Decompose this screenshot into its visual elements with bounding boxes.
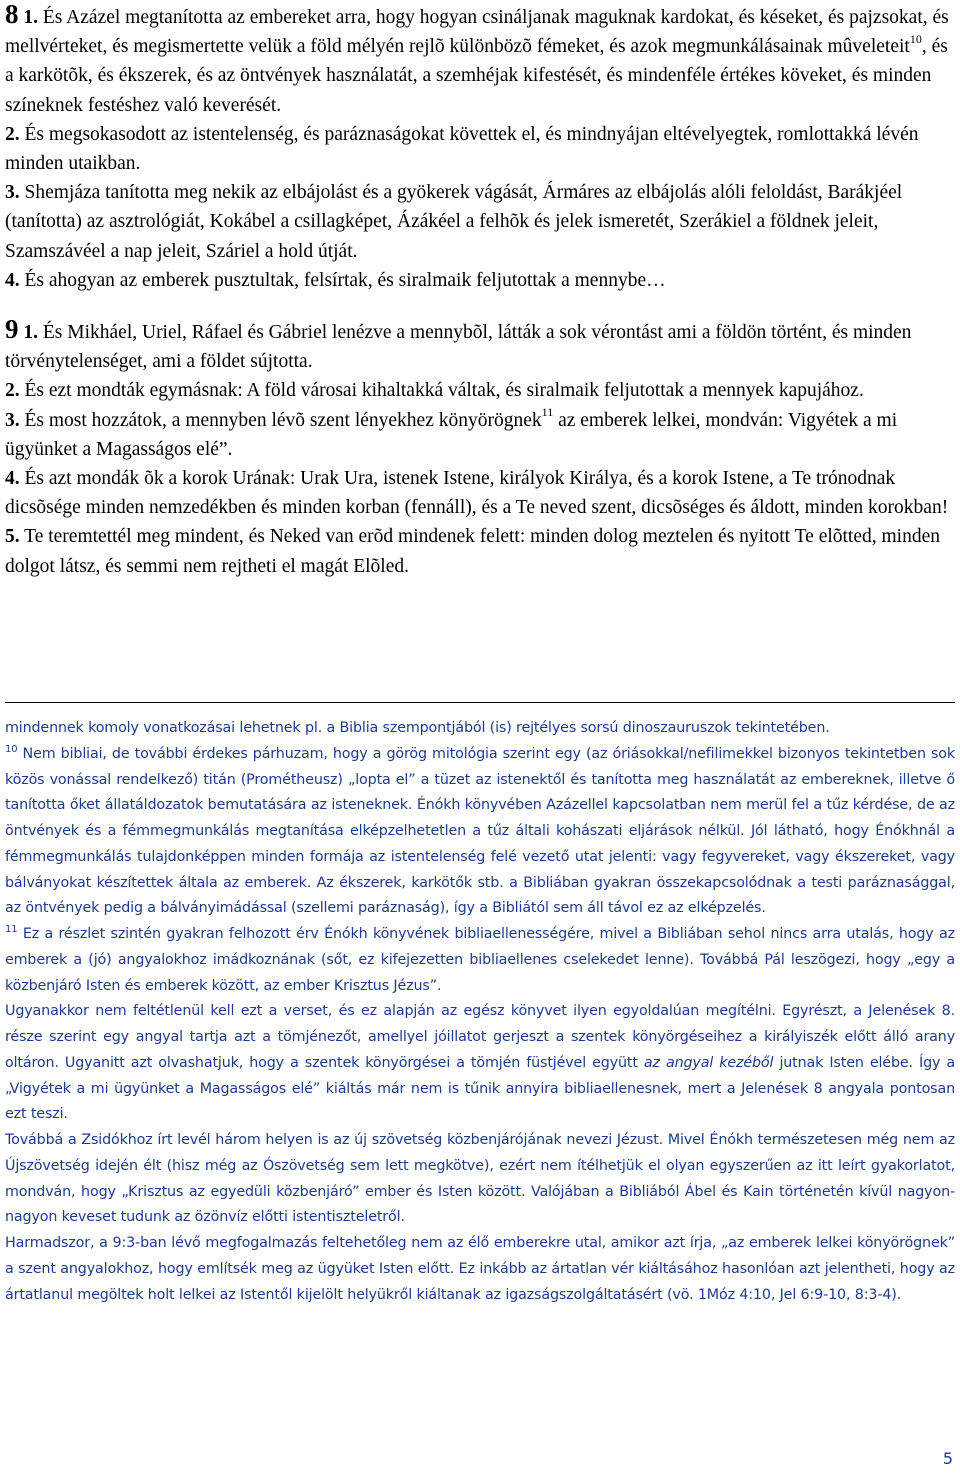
chapter-8-verse-4 (5, 266, 955, 295)
verse-number: 1. (23, 322, 38, 344)
chapter-9-verse-5 (5, 522, 955, 580)
verse-text: Te teremtettél meg mindent, és Neked van erõd mindenek felett: minden dolog meztelen és nyitott Te elõtted, minden dolgot látsz, és semmi nem rejtheti el magát Elõled. (5, 526, 940, 577)
verse-number: 2. (5, 380, 20, 402)
footnote-text: Nem bibliai, de további érdekes párhuzam, hogy a görög mitológia szerint egy (az óriásokkal/nefilimekkel bizonyos tekintetben sok közös vonással rendelkező) titán (Prométheusz) „lopta el” a tüzet az istenektől és tanította meg használatát az embereknek, illetve ő tanította őket állatáldozatok bemutatására az isteneknek. Énókh könyvében Azázellel kapcsolatban nem merül fel a tűz kérdése, de az öntvények és a fémmegmunkálás megtanítása elképzelhetetlen a tűz általi kohászati eljárások nélkül. Jól látható, hogy Énókhnál a fémmegmunkálás tulajdonképpen minden formája az istentelenség felé vezető utat jelenti: vagy fegyvereket, vagy ékszereket, vagy bálványokat készítettek általa az emberek. Az ékszerek, karkötők stb. a Bibliában gyakran összekapcsolódnak a testi paráznasággal, az öntvények pedig a bálványimádással (szellemi paráznaság), így a Bibliától sem áll távol ez az elképzelés. (5, 745, 955, 917)
chapter-number: 8 (5, 0, 19, 29)
footnote-italic: az angyal kezéből (643, 1054, 774, 1071)
footnote-number: 11 (5, 924, 18, 936)
verse-number: 2. (5, 123, 20, 145)
chapter-9-verse-1 (5, 315, 955, 376)
chapter-8-verse-1 (5, 0, 955, 120)
verse-text: És Azázel megtanította az embereket arra, hogy hogyan csináljanak maguknak kardokat, és késeket, és pajzsokat, és mellvérteket, és megismertette velük a föld mélyén rejlõ különbözõ fémeket, és azok megmunkálásainak mûveleteit (5, 7, 949, 58)
footnote-separator (5, 702, 955, 703)
footnote-11-paragraph-2 (5, 999, 955, 1128)
verse-text: És ezt mondták egymásnak: A föld városai kihaltakká váltak, és siralmaik feljutottak a mennyek kapujához. (24, 380, 864, 402)
footnotes (5, 716, 955, 1308)
verse-number: 5. (5, 526, 20, 548)
chapter-gap (5, 295, 955, 315)
chapter-9-verse-4 (5, 464, 955, 522)
verse-number: 4. (5, 468, 20, 490)
footnote-11-paragraph-4: Harmadszor, a 9:3-ban lévő megfogalmazás feltehetőleg nem az élő emberekre utal, amikor azt írja, „az emberek lelkei könyörögnek” a szent angyalokhoz, hogy említsék meg az ügyüket Isten előtt. Ez inkább az ártatlan vér kiáltásához hasonlóan azt jelentheti, hogy az ártatlanul megöltek holt lelkei az Istentől kijelölt helyükről kiáltanak az igazságszolgáltatásért (vö. 1Móz 4:10, Jel 6:9-10, 8:3-4). (5, 1235, 955, 1303)
footnote-text-cont: jutnak Isten elébe. Így a „Vigyétek a mi ügyünket a Magasságos elé” kiáltás már nem is tűnik annyira bibliaellenesnek, mert a Jelenések 8 angyala pontosan ezt teszi. (5, 1054, 955, 1123)
verse-text: És Mikháel, Uriel, Ráfael és Gábriel lenézve a mennybõl, látták a sok vérontást ami a földön történt, és minden törvénytelenséget, ami a földet sújtotta. (5, 322, 912, 373)
main-text (5, 0, 955, 581)
verse-number: 4. (5, 269, 20, 291)
footnote-ref-10[interactable]: 10 (909, 31, 922, 46)
verse-number: 3. (5, 409, 20, 431)
verse-text: És ahogyan az emberek pusztultak, felsírtak, és siralmaik feljutottak a mennybe… (24, 269, 666, 291)
verse-text: Shemjáza tanította meg nekik az elbájolást és a gyökerek vágását, Ármáres az elbájolás alóli feloldást, Barákjéel (tanította) az asztrológiát, Kokábel a csillagképet, Ázákéel a felhõk és jelek ismeretét, Szerákiel a földnek jeleit, Szamszávéel a nap jeleit, Száriel a hold útját. (5, 182, 903, 262)
verse-text: És azt mondák õk a korok Urának: Urak Ura, istenek Istene, királyok Királya, és a korok Istene, a Te trónodnak dicsõsége minden nemzedékben és minden korban (fennáll), és a Te neved szent, dicsõséges és áldott, minden korokban! (5, 468, 949, 519)
verse-text: És most hozzátok, a mennyben lévõ szent lényekhez könyörögnek (24, 409, 542, 431)
footnote-ref-11[interactable]: 11 (541, 405, 554, 420)
verse-text-cont: , és a karkötõk, és ékszerek, és az öntvények használatát, a szemhéjak kifestését, és mindenféle értékes köveket, és minden színeknek festéshez való keverését. (5, 36, 948, 116)
chapter-9-verse-3 (5, 406, 955, 464)
page-number: 5 (942, 1449, 953, 1468)
footnote-text: Ugyanakkor nem feltétlenül kell ezt a verset, és ez alapján az egész könyvet ilyen egyoldalúan megítélni. Egyrészt, a Jelenések 8. része szerint egy angyal tartja azt a tömjénezőt, amellyel jóillatot gerjeszt a szentek könyörgéseihez a királyiszék előtt álló arany oltáron. Ugyanitt azt olvashatjuk, hogy a szentek könyörgései a tömjén füstjével együtt (5, 1003, 955, 1071)
footnote-number: 10 (5, 743, 18, 755)
chapter-number: 9 (5, 314, 19, 345)
verse-number: 1. (23, 7, 38, 28)
chapter-9-verse-2 (5, 376, 955, 405)
verse-number: 3. (5, 182, 20, 204)
chapter-8-verse-3 (5, 178, 955, 266)
chapter-8-verse-2 (5, 120, 955, 178)
verse-text: És megsokasodott az istentelenség, és paráznaságokat követtek el, és mindnyájan eltévelyegtek, romlottakká lévén minden utaikban. (5, 123, 919, 175)
footnote-continued: mindennek komoly vonatkozásai lehetnek pl. a Biblia szempontjából (is) rejtélyes sorsú dinoszauruszok tekintetében. (5, 720, 830, 736)
verse-text-cont: az emberek lelkei, mondván: Vigyétek a mi ügyünket a Magasságos elé”. (5, 409, 898, 460)
footnote-text: Ez a részlet szintén gyakran felhozott érv Énókh könyvének bibliaellenességére, mivel a Bibliában sehol nincs arra utalás, hogy az emberek a (jó) angyalokhoz imádkoznának (sőt, ez kifejezetten bibliaellenes cselekedet lenne). Továbbá Pál leszögezi, hogy „egy a közbenjáró Isten és emberek között, az ember Krisztus Jézus”. (5, 926, 955, 994)
footnote-11 (5, 922, 955, 999)
footnote-11-paragraph-3: Továbbá a Zsidókhoz írt levél három helyen is az új szövetség közbenjárójának nevezi Jézust. Mivel Énókh természetesen még nem az Újszövetség idején élt (hisz még az Ószövetség sem lett megkötve), ezért nem ítélhetjük el olyan egyszerűen az itt leírt gyakorlatot, mondván, hogy „Krisztus az egyedüli közbenjáró” ember és Isten között. Valójában a Bibliából Ábel és Kain történetén kívül nagyon-nagyon keveset tudunk az özönvíz előtti istentiszteletről. (5, 1132, 955, 1226)
footnote-10 (5, 742, 955, 922)
